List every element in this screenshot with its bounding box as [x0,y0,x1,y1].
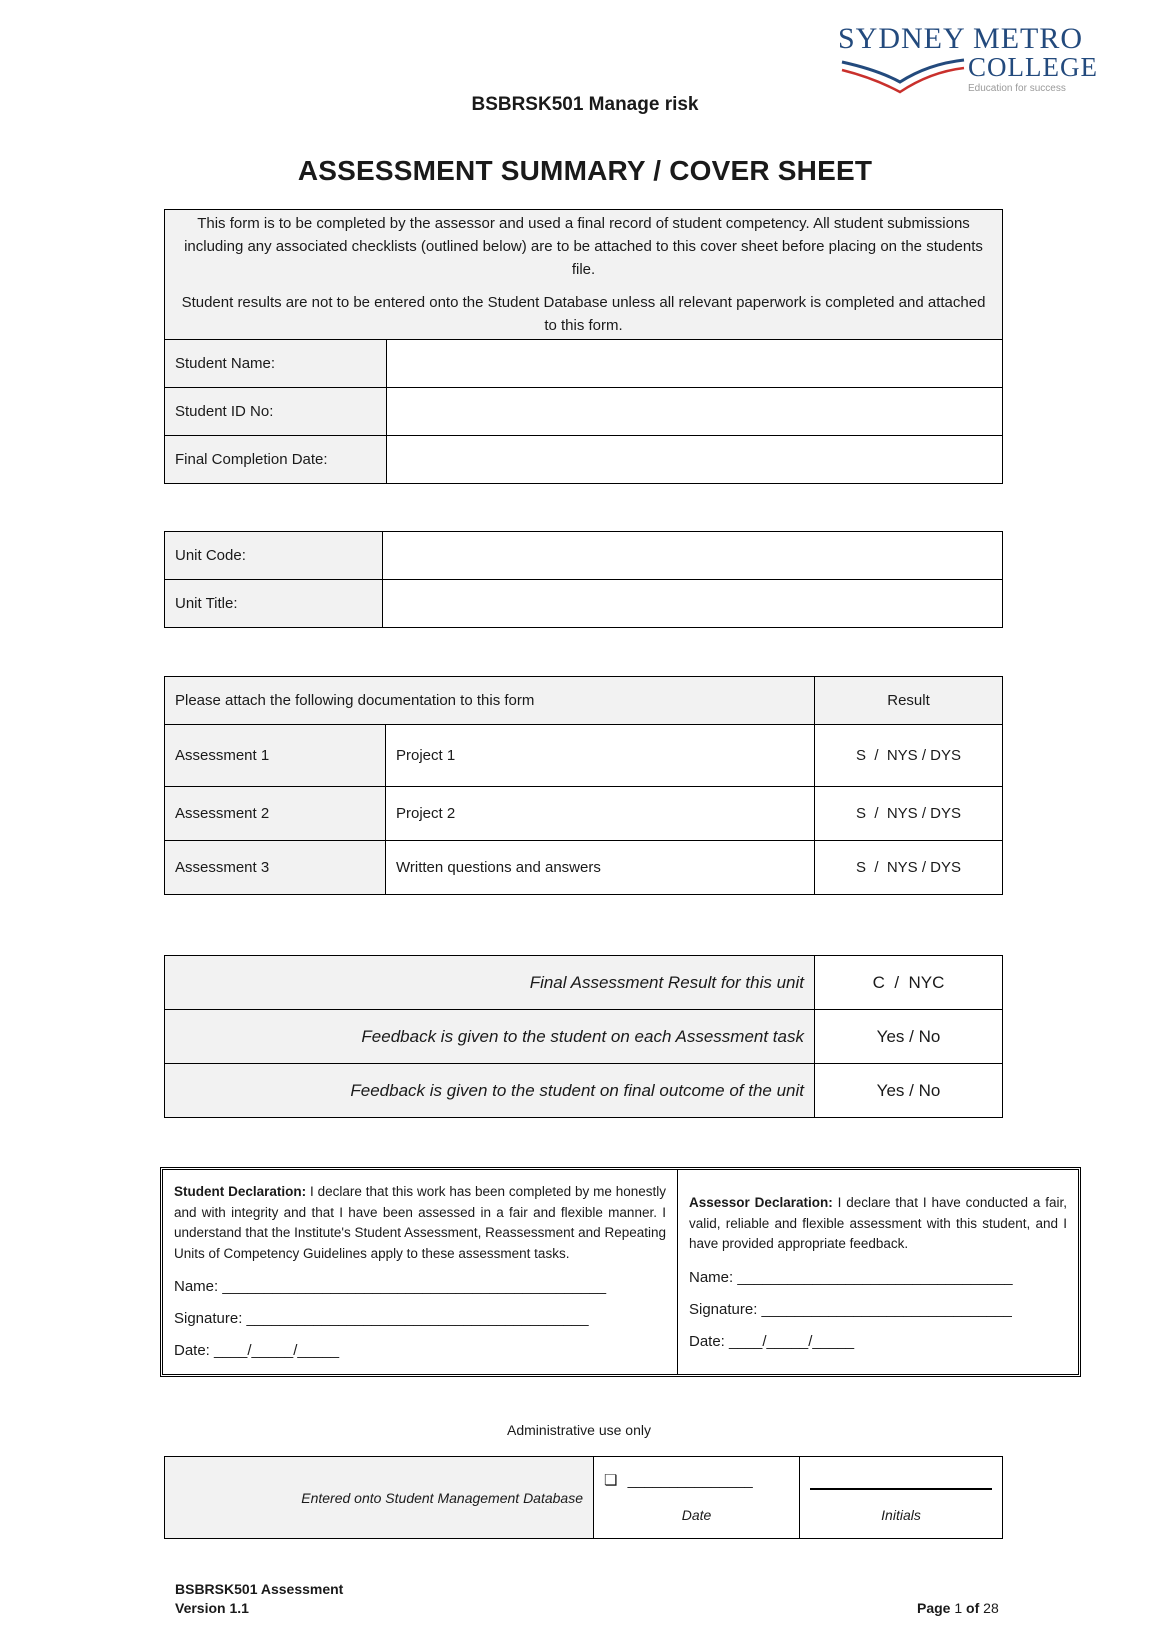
table-row [165,787,1003,841]
college-logo [838,22,1098,102]
admin-date-label: Date [681,1507,712,1523]
page-title: ASSESSMENT SUMMARY / COVER SHEET [297,155,873,186]
student-name-field[interactable] [387,340,1003,388]
feedback-task-label: Feedback is given to the student on each Assessment task [165,1010,815,1064]
footer-version: Version 1.1 [175,1600,249,1616]
student-declaration [163,1170,678,1374]
student-name-label: Student Name: [165,340,387,388]
unit-header: BSBRSK501 Manage risk [471,94,699,115]
assessment-task: Project 2 [386,787,815,841]
feedback-outcome-value[interactable]: Yes / No [815,1064,1003,1118]
completion-date-label: Final Completion Date: [165,436,387,484]
final-result-value[interactable]: C / NYC [815,956,1003,1010]
student-name-line[interactable]: Name: ______________________________________________ [174,1278,607,1295]
unit-code-label: Unit Code: [165,532,383,580]
final-result-table [164,955,1003,1118]
footer-page-word: Page [917,1600,951,1616]
assessment-task: Project 1 [386,725,815,787]
intro-cell [165,210,1003,340]
table-row [165,725,1003,787]
intro-paragraph-1: This form is to be completed by the assessor and used a final record of student competency. All student submissions including any associated checklists (outlined below) are to be attached to this cover sheet before placing on the students file. [184,215,983,278]
student-signature-line[interactable]: Signature: _________________________________________ [174,1310,589,1327]
table-row [165,1064,1003,1118]
student-id-field[interactable] [387,388,1003,436]
assessment-result[interactable]: S / NYS / DYS [815,841,1003,895]
student-id-label: Student ID No: [165,388,387,436]
admin-table [164,1456,1003,1539]
initials-line[interactable] [810,1488,992,1490]
unit-code-field[interactable] [383,532,1003,580]
unit-table [164,531,1003,628]
admin-initials-label: Initials [881,1507,921,1523]
admin-date-blank[interactable]: _______________ [627,1472,753,1489]
unit-title-field[interactable] [383,580,1003,628]
assessor-date-line[interactable]: Date: ____/_____/_____ [689,1332,855,1350]
logo-tagline: Education for success [968,83,1066,94]
assessment-task: Written questions and answers [386,841,815,895]
footer-of-word: of [966,1600,980,1616]
footer-page-total: 28 [983,1600,999,1616]
feedback-outcome-label: Feedback is given to the student on final outcome of the unit [165,1064,815,1118]
final-result-label: Final Assessment Result for this unit [165,956,815,1010]
student-info-table [164,209,1003,484]
completion-date-field[interactable] [387,436,1003,484]
entered-database-label: Entered onto Student Management Database [165,1457,594,1539]
feedback-task-value[interactable]: Yes / No [815,1010,1003,1064]
assessment-label: Assessment 3 [165,841,386,895]
declarations-box [160,1167,1081,1377]
student-date-line[interactable]: Date: ____/_____/_____ [174,1342,340,1359]
logo-line2: COLLEGE [968,52,1098,82]
footer-doc: BSBRSK501 Assessment [175,1581,344,1597]
admin-initials-cell [800,1457,1003,1539]
student-declaration-text: I declare that this work has been completed by me honestly and with integrity and that I have been assessed in a fair and flexible manner. I understand that the Institute's Student Assessment, Reassessment and Repeating Units of Competency Guidelines apply to these assessment tasks. [174,1184,666,1261]
assessment-result[interactable]: S / NYS / DYS [815,725,1003,787]
logo-line1: SYDNEY METRO [838,22,1084,55]
checkbox-icon[interactable]: ❏ [604,1472,618,1489]
assessor-name-line[interactable]: Name: _________________________________ [689,1268,1013,1286]
documentation-header: Please attach the following documentation to this form [165,677,815,725]
assessment-label: Assessment 1 [165,725,386,787]
documentation-table [164,676,1003,895]
admin-date-cell [594,1457,800,1539]
admin-use-label: Administrative use only [507,1422,651,1438]
result-header: Result [815,677,1003,725]
student-declaration-heading: Student Declaration: [174,1184,307,1199]
assessor-declaration [678,1170,1078,1374]
assessment-label: Assessment 2 [165,787,386,841]
table-row [165,1010,1003,1064]
unit-title-label: Unit Title: [165,580,383,628]
footer-page-num: 1 [954,1600,963,1616]
table-row [165,956,1003,1010]
footer-page [917,1600,999,1616]
assessor-signature-line[interactable]: Signature: ______________________________ [689,1300,1012,1318]
intro-paragraph-2: Student results are not to be entered onto the Student Database unless all relevant paperwork is completed and attached to this form. [181,294,986,334]
assessment-result[interactable]: S / NYS / DYS [815,787,1003,841]
assessor-declaration-text: I declare that I have conducted a fair, valid, reliable and flexible assessment with this student, and I have provided appropriate feedback. [689,1195,1068,1251]
table-row [165,841,1003,895]
assessor-declaration-heading: Assessor Declaration: [689,1195,833,1210]
